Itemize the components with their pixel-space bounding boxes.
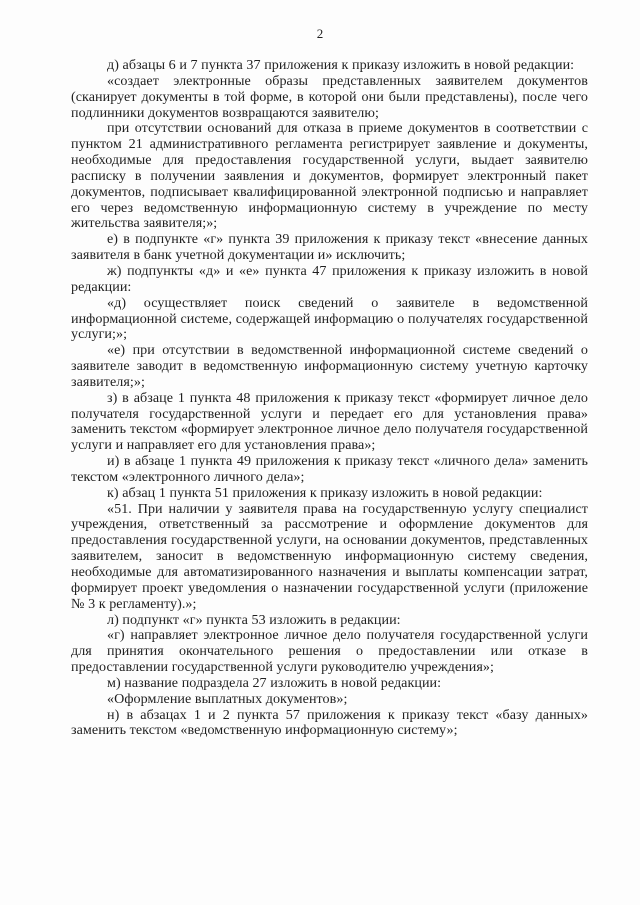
paragraph: «е) при отсутствии в ведомственной информационной системе сведений о заявителе заводит в ведомственную информационную систему учетную карточку заявителя;»; [71,342,588,390]
paragraph: «создает электронные образы представленных заявителем документов (сканирует документы в той форме, в которой они были представлены), после чего подлинники документов возвращаются заявителю; [71,72,588,121]
paragraph: «д) осуществляет поиск сведений о заявителе в ведомственной информационной системе, содержащей информацию о получателях государственной услуги;»; [71,294,588,343]
paragraph: н) в абзацах 1 и 2 пункта 57 приложения к приказу текст «базу данных» заменить текстом «ведомственную информационную систему»; [71,706,588,739]
paragraph: м) название подраздела 27 изложить в новой редакции: [107,674,442,691]
paragraph: к) абзац 1 пункта 51 приложения к приказу изложить в новой редакции: [107,484,543,501]
paragraph: з) в абзаце 1 пункта 48 приложения к приказу текст «формирует личное дело получателя государственной услуги и передает его для установления права» заменить текстом «формирует электронное личное дело получателя государственной услуги и направляет его для установления права»; [71,389,588,454]
paragraph: и) в абзаце 1 пункта 49 приложения к приказу текст «личного дела» заменить текстом «электронного личного дела»; [71,453,588,485]
paragraph: при отсутствии оснований для отказа в приеме документов в соответствии с пунктом 21 административного регламента регистрирует заявление и документы, необходимые для предоставления государственной услуги, выдает заявителю расписку в получении заявления и документов, формирует электронный пакет документов, подписывает квалифицированной электронной подписью и направляет его через ведомственную информационную систему в учреждение по месту жительства заявителя;»; [71,120,588,232]
paragraph: «г) направляет электронное личное дело получателя государственной услуги для принятия окончательного решения о предоставлении или отказе в предоставлении государственной услуги руководителю учреждения»; [71,627,588,676]
paragraph: «Оформление выплатных документов»; [107,690,348,707]
paragraph: л) подпункт «г» пункта 53 изложить в редакции: [107,611,401,628]
paragraph: «51. При наличии у заявителя права на государственную услугу специалист учреждения, ответственный за рассмотрение и оформление документов для предоставления государственной услуги, на основании документов, представленных заявителем, заносит в ведомственную информационную систему сведения, необходимые для автоматизированного назначения и выплаты компенсации затрат, формирует проект уведомления о назначении государственной услуги (приложение № 3 к регламенту).»; [71,500,588,612]
page-number: 2 [316,26,324,41]
paragraph: д) абзацы 6 и 7 пункта 37 приложения к приказу изложить в новой редакции: [107,57,575,73]
paragraph: е) в подпункте «г» пункта 39 приложения к приказу текст «внесение данных заявителя в банк учетной документации и» исключить; [71,231,588,264]
paragraph: ж) подпункты «д» и «е» пункта 47 приложения к приказу изложить в новой редакции: [71,262,588,295]
document-body [71,58,588,739]
